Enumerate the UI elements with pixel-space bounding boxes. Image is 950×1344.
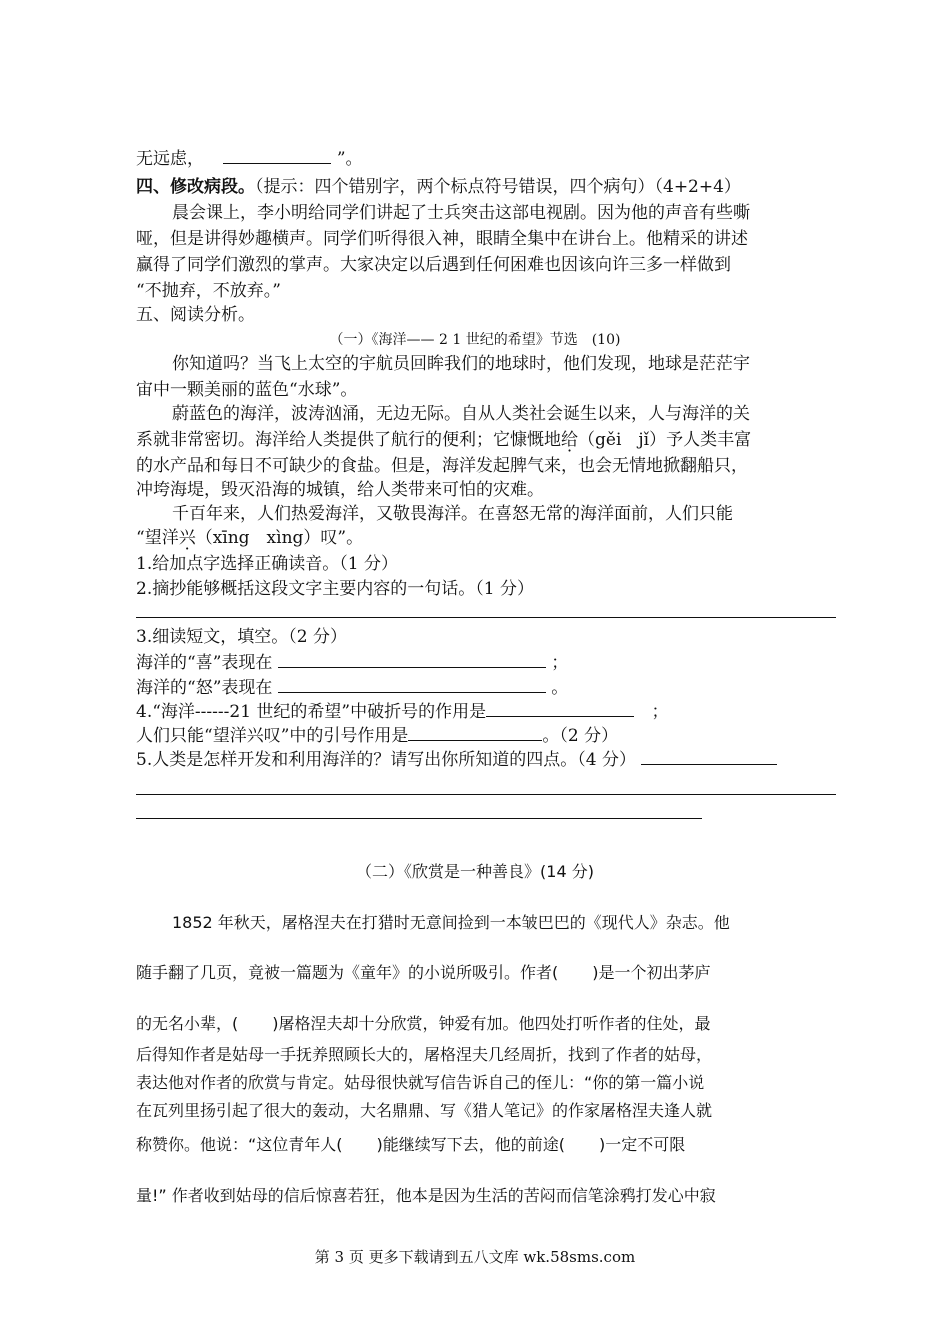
passage2-line [136, 1012, 711, 1036]
section3-tail-end: ”。 [336, 149, 363, 169]
question-3b [136, 676, 568, 700]
question-3b-end: 。 [551, 678, 569, 698]
passage2-line: 量!” 作者收到姑母的信后惊喜若狂，他本是因为生活的苦闷而信笔涂鸦打发心中寂 [136, 1186, 716, 1205]
pinyin-choice: （xīng xìng）叹”。 [195, 528, 364, 548]
answer-line [136, 794, 836, 795]
answer-blank [278, 651, 546, 668]
section4-heading-line [136, 175, 741, 199]
passage2-text: 随手翻了几页，竟被一篇题为《童年》的小说所吸引。作者( [136, 963, 559, 982]
question-4b-label: 人们只能“望洋兴叹”中的引号作用是 [136, 726, 409, 746]
passage1-line: 千百年来，人们热爱海洋，又敬畏海洋。在喜怒无常的海洋面前，人们只能 [172, 504, 733, 524]
section4-line: 赢得了同学们激烈的掌声。大家决定以后遇到任何困难也因该向许三多一样做到 [136, 255, 731, 275]
passage2-line: 1852 年秋天，屠格涅夫在打猎时无意间捡到一本皱巴巴的《现代人》杂志。他 [172, 913, 730, 932]
section4-line: 晨会课上，李小明给同学们讲起了士兵突击这部电视剧。因为他的声音有些嘶 [172, 203, 750, 223]
section3-tail [136, 147, 363, 171]
passage2-line: 表达他对作者的欣赏与肯定。姑母很快就写信告诉自己的侄儿：“你的第一篇小说 [136, 1073, 705, 1092]
passage1-line: 蔚蓝色的海洋，波涛汹涌，无边无际。自从人类社会诞生以来，人与海洋的关 [172, 404, 750, 424]
passage1-title: （一）《海洋—— 2 1 世纪的希望》节选 (10) [329, 332, 621, 348]
passage2-text: )屠格涅夫却十分欣赏，钟爱有加。他四处打听作者的住处，最 [272, 1014, 711, 1033]
passage1-line: 冲垮海堤，毁灭沿海的城镇，给人类带来可怕的灾难。 [136, 480, 544, 500]
section5-heading: 五、阅读分析。 [136, 305, 255, 325]
question-4a-end: ； [651, 702, 669, 722]
passage1-line: 宙中一颗美丽的蓝色“水球”。 [136, 380, 358, 400]
question-4b [136, 724, 618, 748]
question-4b-end: 。（2 分） [542, 726, 619, 746]
passage1-line [136, 428, 751, 452]
passage2-line [136, 961, 711, 985]
dotted-char: 兴 [178, 528, 196, 548]
answer-blank [278, 676, 546, 693]
section4-hint: （提示：四个错别字，两个标点符号错误，四个病句）（4+2+4） [255, 177, 741, 197]
passage1-line: 的水产品和每日不可缺少的食盐。但是，海洋发起脾气来，也会无情地掀翻船只， [136, 456, 748, 476]
passage2-text: 称赞你。他说：“这位青年人( [136, 1135, 343, 1154]
section3-tail-text: 无远虑， [136, 149, 204, 169]
passage1-line [136, 526, 363, 550]
passage2-line: 后得知作者是姑母一手抚养照顾长大的，屠格涅夫几经周折，找到了作者的姑母， [136, 1045, 713, 1064]
passage2-text: )是一个初出茅庐 [592, 963, 711, 982]
answer-line [136, 818, 702, 819]
question-1: 1.给加点字选择正确读音。（1 分） [136, 554, 398, 574]
question-5-text: 5.人类是怎样开发和利用海洋的？请写出你所知道的四点。（4 分） [136, 750, 636, 770]
question-3a-label: 海洋的“喜”表现在 [136, 653, 273, 673]
passage2-text: 的无名小辈，( [136, 1014, 239, 1033]
passage2-line [136, 1133, 685, 1157]
passage1-line: 你知道吗？当飞上太空的宇航员回眸我们的地球时，他们发现，地球是茫茫宇 [172, 354, 750, 374]
question-4a-label: 4.“海洋------21 世纪的希望”中破折号的作用是 [136, 702, 487, 722]
pinyin-choice: （gěi jǐ）予人类丰富 [578, 430, 752, 450]
page-footer: 第 3 页 更多下载请到五八文库 wk.58sms.com [314, 1248, 636, 1266]
answer-blank [641, 748, 777, 765]
dotted-char: 给 [561, 430, 578, 450]
question-3a [136, 651, 568, 675]
passage2-title: （二）《欣赏是一种善良》(14 分) [356, 862, 594, 881]
section4-line: 哑，但是讲得妙趣横声。同学们听得很入神，眼睛全集中在讲台上。他精采的讲述 [136, 229, 748, 249]
answer-line [136, 617, 836, 618]
question-3a-end: ； [551, 653, 569, 673]
answer-blank [486, 700, 634, 717]
passage2-text: )一定不可限 [599, 1135, 686, 1154]
question-2: 2.摘抄能够概括这段文字主要内容的一句话。（1 分） [136, 579, 534, 599]
section4-heading: 四、修改病段。 [136, 177, 255, 197]
question-5 [136, 748, 777, 772]
passage2-line: 在瓦列里扬引起了很大的轰动，大名鼎鼎、写《猎人笔记》的作家屠格涅夫逢人就 [136, 1101, 713, 1120]
question-4a [136, 700, 669, 724]
passage2-text: )能继续写下去，他的前途( [376, 1135, 566, 1154]
passage1-line-text: “望洋 [136, 528, 179, 548]
answer-blank [223, 147, 331, 164]
passage1-line-text: 系就非常密切。海洋给人类提供了航行的便利；它慷慨地 [136, 430, 561, 450]
answer-blank [408, 724, 542, 741]
question-3b-label: 海洋的“怒”表现在 [136, 678, 273, 698]
section4-line: “不抛弃，不放弃。” [136, 281, 281, 301]
question-3: 3.细读短文，填空。（2 分） [136, 627, 347, 647]
